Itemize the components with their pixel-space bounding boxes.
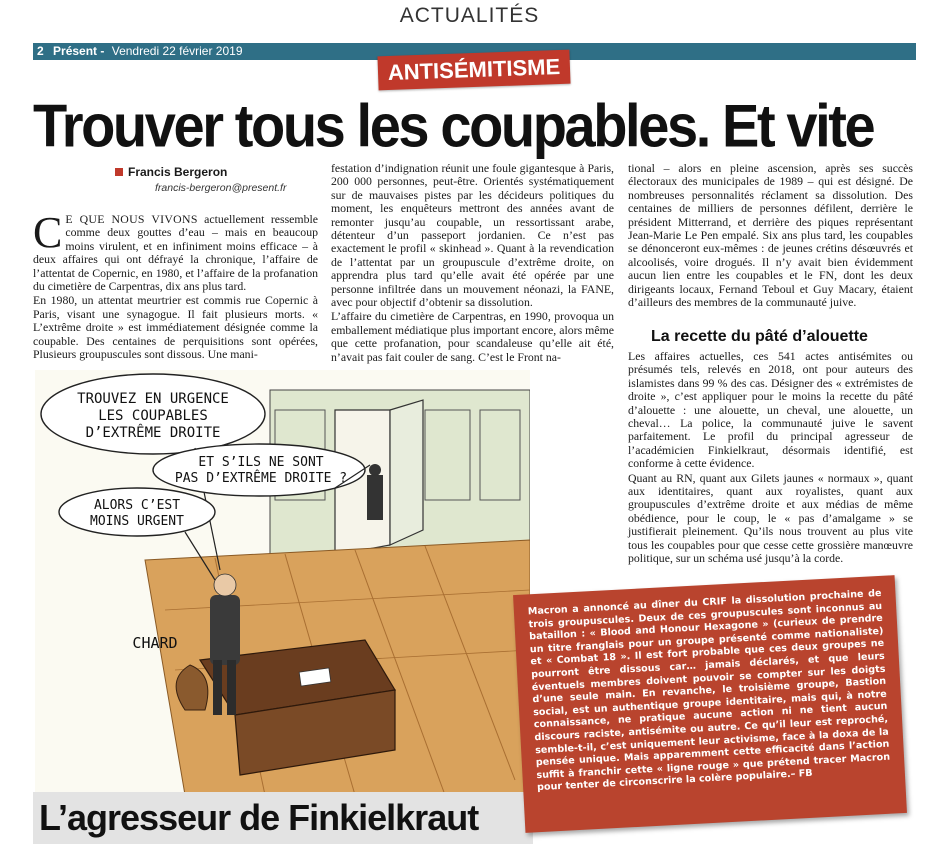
callout-box: Macron a annoncé au dîner du CRIF la dissolution prochaine de trois groupuscules. Deux de ces groupuscules sont inconnus au bataillon : « Blood and Honour Hexagone » (curieux de prendre un titre franglais pour un groupe présenté comme nationaliste) et « Combat 18 ». Il est fort probable que ces deux groupes ne pourront être dissous car… jamais déclarés, et que leurs éventuels membres doivent pouvoir se compter sur les doigts d’une seule main. En revanche, le troisième groupe, Bastion social, est un authentique groupe identitaire, mais qui, à notre connaissance, ne pratique aucune action ni ne tient aucun discours raciste, antisémite ou autre. Ce qu’il leur est reproché, semble-t-il, c’est uniquement leur activisme, face à la doxa de la pensée unique. Mais apparemment cette efficacité dans l’action suffit à franchir cette « ligne rouge » que prétend tracer Macron pour tenter de circonscrire la colère populaire.– FB	[513, 575, 907, 833]
author-email[interactable]: francis-bergeron@present.fr	[155, 182, 287, 194]
paragraph: tional – alors en pleine ascension, après ses succès électoraux des municipales de 1989 – qui est désigné. De nombreuses personnalités réclament sa dissolution. Des centaines de milliers de personnes défilent, derrière le président Mitterrand, et derrière des piques représentant Jean-Marie Le Pen empalé. Six ans plus tard, les coupables se dénonceront eux-mêmes : de jeunes crétins désœuvrés et alcoolisés, voire drogués. Il n’y avait bien évidemment aucun lien entre les coupables et le FN, dont les deux dirigeants locaux, Fernand Teboul et Guy Macary, étaient d’ailleurs des membres de la communauté juive.	[628, 161, 913, 310]
paragraph: Les affaires actuelles, ces 541 actes antisémites ou présumés tels, relevés en 2018, ont pour auteurs des islamistes dans 99 % des cas. Désigner des « extrémistes de droite », c’est appliquer pour le moins la recette du pâté d’alouette : une alouette, un cheval, une alouette, un cheval… La police, la communauté juive le savent parfaitement. Le profil du principal agresseur de l’académicien Finkielkraut, désormais identifié, est conforme à cette évidence.	[628, 349, 913, 471]
cartoon-bubble-text: MOINS URGENT	[90, 514, 184, 529]
section-title: ACTUALITÉS	[399, 4, 540, 27]
cartoonist-signature: CHARD	[132, 634, 178, 652]
next-article-title: L’agresseur de Finkielkraut	[39, 797, 479, 838]
cartoon-bubble-text: LES COUPABLES	[98, 408, 208, 424]
lead-paragraph	[33, 208, 318, 294]
article-column-2	[331, 162, 614, 364]
author-text: Francis Bergeron	[128, 165, 228, 179]
cartoon-bubble-text: ET S’ILS NE SONT	[198, 455, 324, 470]
dropcap: C	[33, 208, 63, 257]
publication-date: Vendredi 22 février 2019	[111, 44, 243, 58]
paragraph: L’affaire du cimetière de Carpentras, en 1990, provoqua un emballement médiatique plus important encore, alors même que cette profanation, pour scandaleuse qu’elle ait été, n’avait pas fait couler de sang. C’est le Front na-	[331, 309, 614, 364]
kicker-label: ANTISÉMITISME	[377, 50, 570, 91]
article-column-1	[33, 208, 318, 362]
lead-caps: E QUE NOUS VIVONS	[65, 212, 198, 226]
subheading: La recette du pâté d’alouette	[651, 328, 868, 345]
paragraph: Quant au RN, quant aux Gilets jaunes « normaux », quant aux identitaires, quant aux royalistes, quant aux groupuscules d’extrême droite et aux médias de même obédience, pour le coup, le « pas d’amalgame » se justifierait pleinement. Qu’ils nous trouvent au plus vite tous les coupables pour que cesse cette grossière manœuvre politique, sur un schéma usé jusqu’à la corde.	[628, 470, 913, 566]
red-square-icon	[115, 168, 123, 176]
paragraph: festation d’indignation réunit une foule gigantesque à Paris, 200 000 personnes, peut-être. Orientés systématiquement sur de mauvaises pistes par les décideurs politiques du moment, les enquêteurs mettront des années avant de remonter jusqu’au coupable, un ressortissant arabe, détenteur d’un passeport jordanien. Ce n’est pas exactement le profil « skinhead ». Quant à la revendication de l’attentat par un groupuscule d’extrême droite, on apprendra plus tard qu’elle avait été opérée par une personne infiltrée dans un mouvement néonazi, la FANE, avec pour objectif d’obtenir sa dissolution.	[331, 161, 614, 310]
cartoon-illustration	[35, 370, 530, 795]
publication-name: Présent -	[53, 44, 105, 58]
article-column-3	[628, 162, 913, 309]
paragraph: En 1980, un attentat meurtrier est commis rue Copernic à Paris, visant une synagogue. Il fait plusieurs morts. « L’extrême droite » est immédiatement désignée comme la coupable. Des centaines de perquisitions sont opérées, Plusieurs groupuscules sont dissous. Une mani-	[33, 293, 318, 362]
article-column-3-continued	[628, 350, 913, 566]
cartoon-bubble-text: D’EXTRÊME DROITE	[85, 425, 221, 441]
cartoon-bubble-text: PAS D’EXTRÊME DROITE ?	[174, 471, 348, 486]
page-number: 2	[37, 44, 44, 58]
cartoon-bubble-text: TROUVEZ EN URGENCE	[77, 391, 229, 407]
byline	[115, 165, 325, 194]
author-name	[115, 165, 325, 179]
next-article-title-box	[33, 792, 533, 844]
headline: Trouver tous les coupables. Et vite	[33, 91, 874, 160]
cartoon-bubble-text: ALORS C’EST	[93, 498, 181, 513]
lead-text: actuellement ressemble comme deux gouttes d’eau – mais en beaucoup moins virulent, et en infiniment moins efficace – à deux affaires qui ont défrayé la chronique, l’affaire de l’attentat de Copernic, en 1980, et l’affaire de la profanation du cimetière de Carpentras, dix ans plus tard.	[33, 212, 318, 294]
